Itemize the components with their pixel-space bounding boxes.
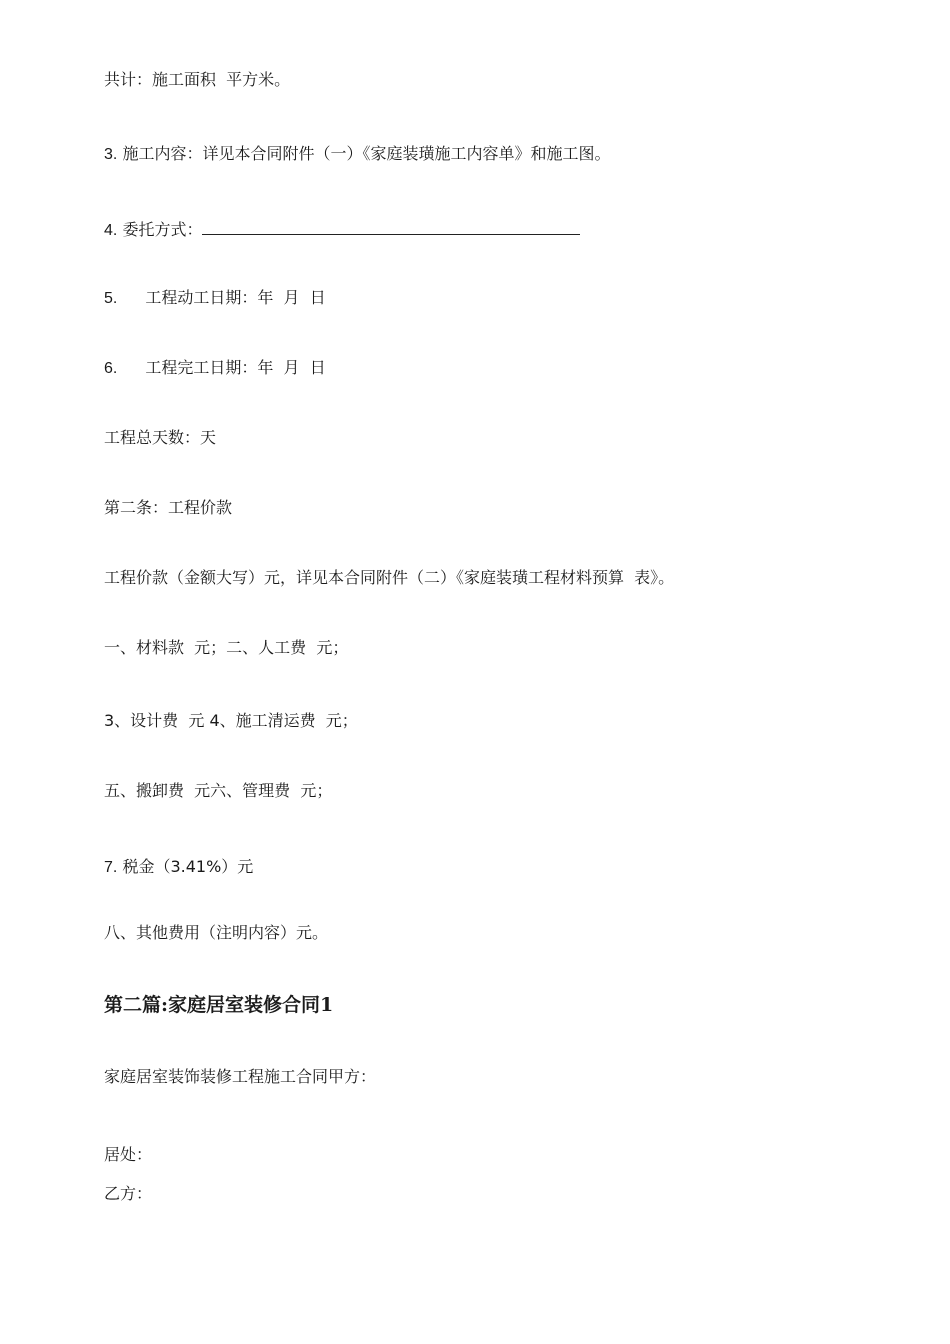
item-3-line — [104, 143, 610, 166]
fees-3-4-line: 3、设计费 元 4、施工清运费 元； — [104, 711, 358, 730]
item-3-number: 3. — [104, 146, 118, 163]
item-4-line — [104, 219, 580, 242]
fee-7-number: 7. — [104, 859, 118, 876]
total-area-line: 共计：施工面积 平方米。 — [104, 70, 291, 89]
residence-line: 居处： — [104, 1145, 153, 1164]
item-4-text: 委托方式： — [122, 220, 203, 239]
fees-5-6-line: 五、搬卸费 元六、管理费 元； — [104, 781, 333, 800]
price-line: 工程价款（金额大写）元，详见本合同附件（二）《家庭装璜工程材料预算 表》。 — [104, 568, 675, 587]
item-6-line — [104, 357, 326, 380]
section-2-heading: 第二篇:家庭居室装修合同1 — [104, 994, 334, 1016]
fee-8-line: 八、其他费用（注明内容）元。 — [104, 923, 329, 942]
party-b-line: 乙方： — [104, 1184, 153, 1203]
item-6-number: 6. — [104, 360, 118, 377]
item-6-text: 工程完工日期：年 月 日 — [145, 358, 326, 377]
item-5-text: 工程动工日期：年 月 日 — [145, 288, 326, 307]
contract-party-a-line: 家庭居室装饰装修工程施工合同甲方： — [104, 1067, 377, 1086]
item-5-number: 5. — [104, 290, 118, 307]
fill-in-underline — [202, 220, 580, 235]
item-3-text: 施工内容：详见本合同附件（一）《家庭装璜施工内容单》和施工图。 — [122, 144, 611, 163]
total-days-line: 工程总天数：天 — [104, 428, 217, 447]
article-2-title: 第二条：工程价款 — [104, 498, 233, 517]
item-4-number: 4. — [104, 222, 118, 239]
fee-7-text: 税金（3.41%）元 — [122, 857, 254, 876]
item-5-line — [104, 287, 326, 310]
fee-7-line — [104, 856, 253, 879]
fees-1-2-line: 一、材料款 元；二、人工费 元； — [104, 638, 349, 657]
